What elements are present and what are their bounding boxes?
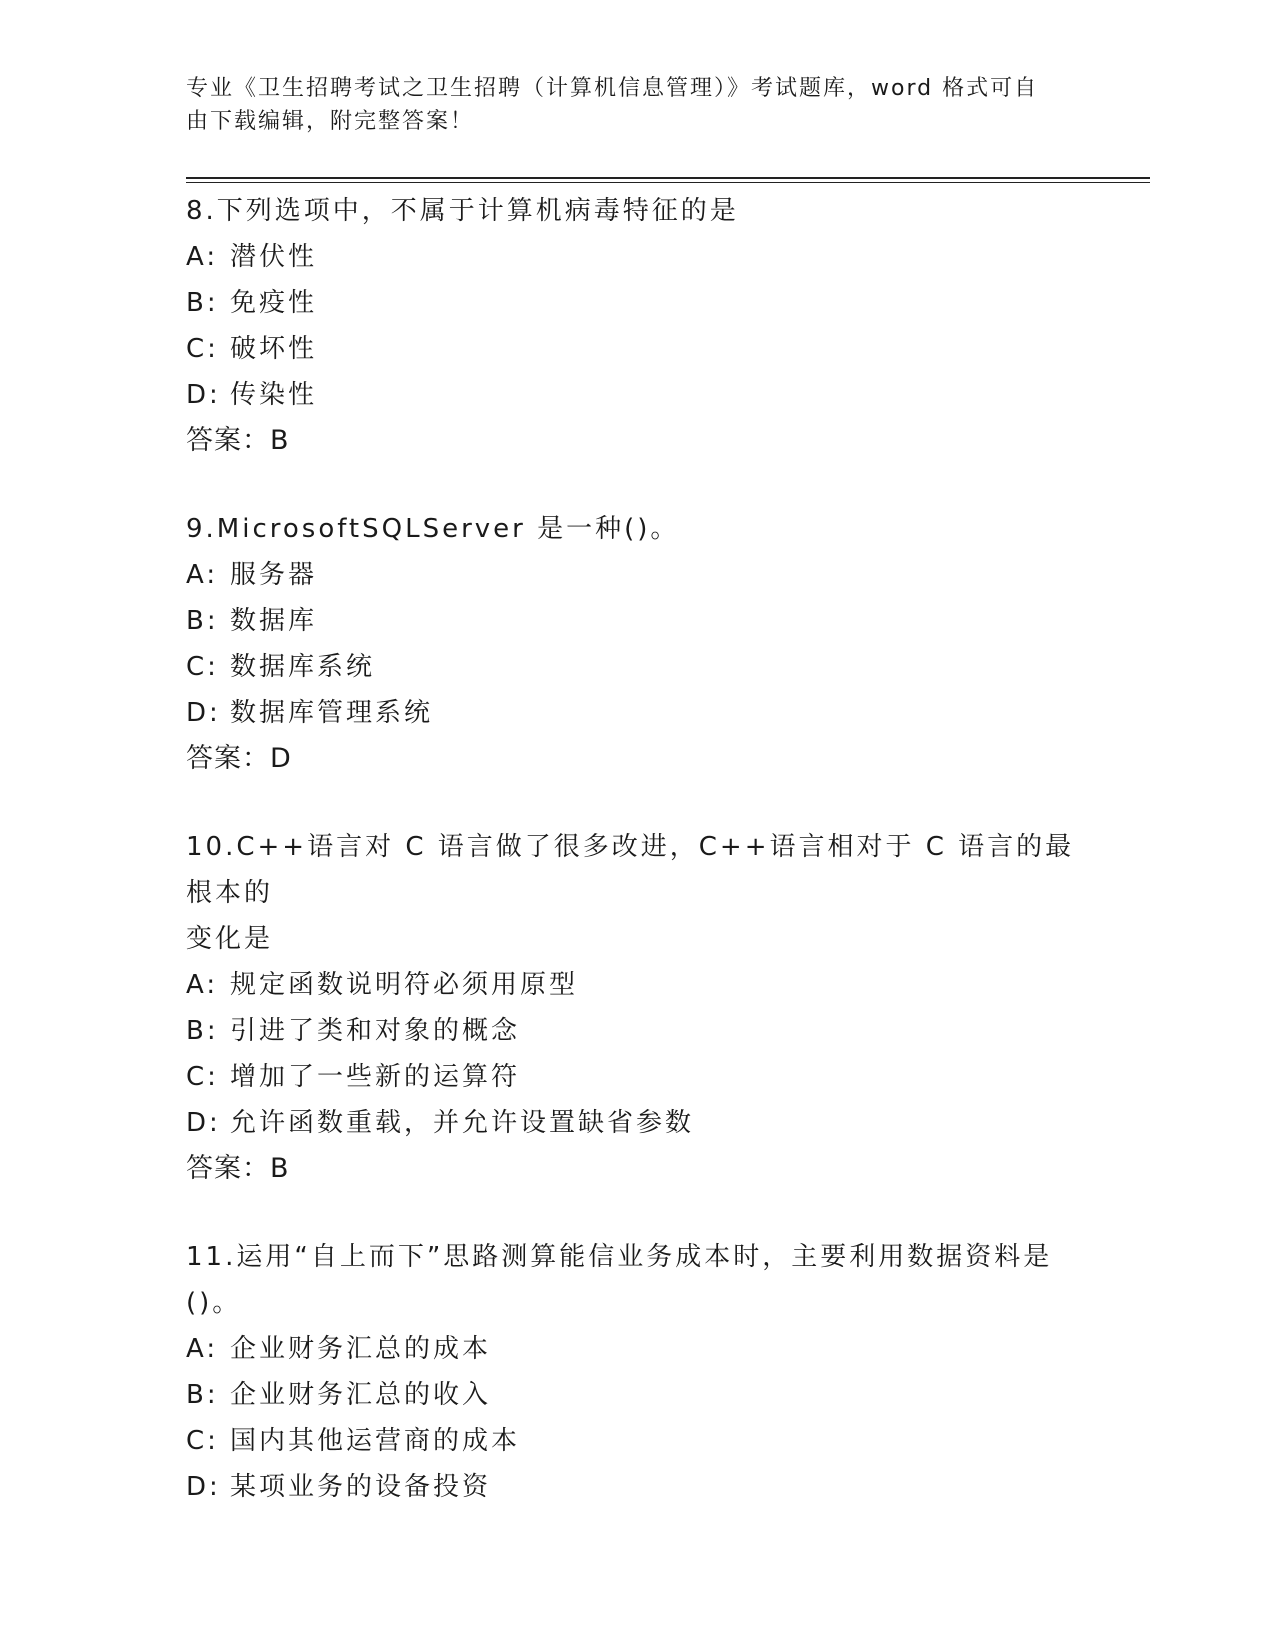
option-text: 国内其他运营商的成本 (230, 1426, 521, 1456)
question-stem (186, 506, 1086, 552)
option-d (186, 1464, 1086, 1510)
option-d (186, 1100, 1086, 1146)
option-letter: A: (186, 560, 219, 590)
option-text: 免疫性 (230, 288, 318, 318)
option-text: 数据库管理系统 (230, 698, 434, 728)
option-text: 允许函数重载，并允许设置缺省参数 (230, 1108, 695, 1138)
question-list (186, 188, 1086, 1552)
option-b (186, 280, 1086, 326)
option-c (186, 644, 1086, 690)
option-a (186, 552, 1086, 598)
option-letter: A: (186, 242, 219, 272)
question-stem-line: 9.MicrosoftSQLServer 是一种()。 (186, 514, 680, 544)
header-divider-thin (186, 182, 1150, 183)
question-item (186, 1234, 1086, 1510)
option-text: 数据库 (230, 606, 318, 636)
option-text: 潜伏性 (230, 242, 318, 272)
option-c (186, 326, 1086, 372)
option-b (186, 598, 1086, 644)
option-a (186, 962, 1086, 1008)
option-text: 破坏性 (230, 334, 318, 364)
option-b (186, 1008, 1086, 1054)
option-text: 引进了类和对象的概念 (230, 1016, 521, 1046)
answer-line: 答案：B (186, 1153, 290, 1184)
option-letter: B: (186, 288, 219, 318)
option-letter: C: (186, 1426, 219, 1456)
question-item (186, 506, 1086, 782)
question-stem-line: ()。 (186, 1288, 242, 1318)
question-stem (186, 188, 1086, 234)
option-letter: A: (186, 1334, 219, 1364)
option-d (186, 372, 1086, 418)
option-letter: A: (186, 970, 219, 1000)
option-text: 服务器 (230, 560, 318, 590)
option-text: 数据库系统 (230, 652, 376, 682)
question-stem-line: 变化是 (186, 924, 274, 954)
header-line-1: 专业《卫生招聘考试之卫生招聘（计算机信息管理）》考试题库，word 格式可自 (186, 76, 1039, 101)
question-item (186, 188, 1086, 464)
answer-line: 答案：D (186, 743, 292, 774)
option-letter: D: (186, 1108, 221, 1138)
header-divider-thick (186, 177, 1150, 179)
option-a (186, 1326, 1086, 1372)
option-text: 企业财务汇总的收入 (230, 1380, 492, 1410)
option-d (186, 690, 1086, 736)
option-letter: C: (186, 652, 219, 682)
question-item (186, 824, 1086, 1192)
question-stem-line: 10.C++语言对 C 语言做了很多改进，C++语言相对于 C 语言的最根本的 (186, 832, 1075, 908)
option-letter: B: (186, 1016, 219, 1046)
option-letter: B: (186, 1380, 219, 1410)
option-text: 规定函数说明符必须用原型 (230, 970, 579, 1000)
option-b (186, 1372, 1086, 1418)
question-stem (186, 824, 1086, 962)
option-letter: C: (186, 1062, 219, 1092)
option-text: 某项业务的设备投资 (230, 1472, 492, 1502)
option-letter: B: (186, 606, 219, 636)
option-c (186, 1054, 1086, 1100)
option-a (186, 234, 1086, 280)
option-text: 企业财务汇总的成本 (230, 1334, 492, 1364)
answer-line: 答案：B (186, 425, 290, 456)
document-header (186, 72, 1066, 138)
option-letter: C: (186, 334, 219, 364)
option-c (186, 1418, 1086, 1464)
question-stem-line: 8.下列选项中，不属于计算机病毒特征的是 (186, 196, 739, 226)
option-text: 增加了一些新的运算符 (230, 1062, 521, 1092)
header-line-2: 由下载编辑，附完整答案！ (186, 109, 475, 134)
option-text: 传染性 (230, 380, 318, 410)
option-letter: D: (186, 380, 221, 410)
question-stem-line: 11.运用“自上而下”思路测算能信业务成本时，主要利用数据资料是 (186, 1242, 1053, 1272)
option-letter: D: (186, 698, 221, 728)
question-stem (186, 1234, 1086, 1326)
option-letter: D: (186, 1472, 221, 1502)
